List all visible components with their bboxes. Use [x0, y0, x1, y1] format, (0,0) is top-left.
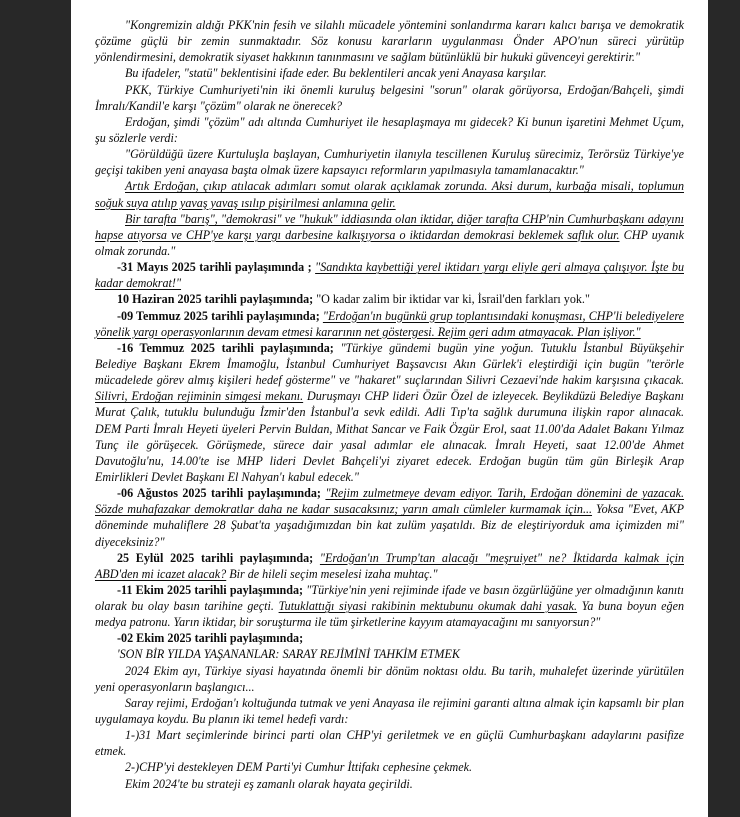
post-date-label: -31 Mayıs 2025 tarihli paylaşımında ; — [117, 260, 312, 275]
document-page — [71, 0, 708, 817]
post-quote-part2: Ya buna boyun eğen medya patronu. Yarın iktidar, bir soruşturma ile tüm şirketlerine kayyım atamayacağını mı sanıyorsun?" — [95, 599, 685, 630]
paragraph-2024-ekim: 2024 Ekim ayı, Türkiye siyasi hayatında önemli bir dönüm noktası oldu. Bu tarih, muhalefet üzerinde yürütülen yeni operasyonların başlangıcı... — [95, 663, 684, 694]
paragraph-erdogan-cozum: Erdoğan, şimdi "çözüm" adı altında Cumhuriyet ile hesaplaşmaya mı gidecek? Ki bunun işaretini Mehmet Uçum, şu sözlerle verdi: — [95, 114, 684, 145]
section-heading-son-bir-yilda: 'SON BİR YILDA YAŞANANLAR: SARAY REJİMİNİ TAHKİM ETMEK — [117, 647, 460, 662]
underlined-text: Bir tarafta "barış", "demokrasi" ve "hukuk" iddiasında olan iktidar, diğer tarafta CHP'nin Cumhurbaşkanı adayını hapse atıyorsa ve CHP'ye karşı yargı darbesine kalkışıyorsa o iktidardan demokrasi beklemek saflık olur. — [95, 211, 684, 242]
post-quote-underlined: "Erdoğan'ın Trump'tan alacağı "meşruiyet" ne? İktidarda kalmak için ABD'den mi icazet alacak? — [95, 550, 684, 581]
dated-post-31-mayis — [95, 259, 684, 291]
post-date-label: -02 Ekim 2025 tarihli paylaşımında; — [117, 631, 304, 646]
dated-post-10-haziran — [95, 291, 684, 307]
post-quote: "O kadar zalim bir iktidar var ki, İsrail'den farkları yok." — [316, 292, 590, 307]
post-quote-underlined: "Sandıkta kaybettiği yerel iktidarı yargı eliyle geri almaya çalışıyor. İşte bu kadar demokrat!" — [95, 260, 684, 291]
dated-post-11-ekim — [95, 582, 684, 630]
list-item-1: 1-)31 Mart seçimlerinde birinci parti olan CHP'yi geriletmek ve en güçlü Cumhurbaşkanı adaylarını pasifize etmek. — [95, 728, 684, 759]
post-date-label: 10 Haziran 2025 tarihli paylaşımında; — [117, 292, 314, 307]
dated-post-25-eylul — [95, 550, 684, 582]
paragraph-pkk-kurulus-belgeleri: PKK, Türkiye Cumhuriyeti'nin iki önemli kuruluş belgesini "sorun" olarak görüyorsa, Erdoğan/Bahçeli, şimdi İmralı/Kandil'e karşı "çözüm" olarak ne önerecek? — [95, 82, 684, 113]
document-body — [95, 17, 684, 792]
post-date-label: -06 Ağustos 2025 tarihli paylaşımında; — [117, 486, 321, 501]
paragraph-artik-erdogan — [95, 178, 684, 210]
post-date-label: -11 Ekim 2025 tarihli paylaşımında; — [117, 582, 304, 597]
post-quote-underlined: Silivri, Erdoğan rejiminin simgesi mekanı. — [95, 389, 304, 404]
paragraph-quote-ucum: "Görüldüğü üzere Kurtuluşla başlayan, Cumhuriyetin ilanıyla tescillenen Kuruluş sürecimiz, Terörsüz Türkiye'ye geçişi takiben yeni anayasa başta olmak üzere kapsayıcı reformların yapılmasıyla tamamlanacaktır." — [95, 147, 684, 178]
post-quote-part2: Yoksa "Evet, AKP döneminde muhaliflere 28 Şubat'ta yaşadığımızdan bin kat zulüm yaşatıldı. Biz de eleştiriyorduk ama içimizden mi" diyeceksiniz?" — [95, 502, 684, 549]
post-quote-part1: "Türkiye'nin yeni rejiminde ifade ve basın özgürlüğüne yer olmadığının kanıtı olarak bu olay basın tarihine geçti. — [95, 582, 684, 614]
list-item-2: 2-)CHP'yi destekleyen DEM Parti'yi Cumhur İttifakı cephesine çekmek. — [125, 760, 473, 775]
paragraph-bu-ifadeler: Bu ifadeler, "statü" beklentisini ifade eder. Bu beklentileri ancak yeni Anayasa karşılar. — [125, 66, 547, 81]
post-quote-underlined: "Rejim zulmetmeye devam ediyor. Tarih, Erdoğan dönemini de yazacak. Sözde muhafazakar demokratlar daha ne kadar susacaksınız; yarın amalı cümleler kurmamak için... — [95, 486, 685, 517]
post-quote-underlined: Tutuklattığı siyasi rakibinin mektubunu okumak dahi yasak. — [278, 599, 578, 614]
paragraph-quote-pkk-kongre: "Kongremizin aldığı PKK'nin fesih ve silahlı mücadele yöntemini sonlandırma kararı kalıcı barışa ve demokratik çözüme güçlü bir zemin sunmaktadır. Söz konusu kararların uygulanması Önder APO'nun süreci yürütüp yönlendirmesini, demokratik siyaset hakkının tanınmasını ve sağlam bütünlüklü bir hukuki güvenceyi gerektirir." — [95, 18, 684, 65]
dated-post-02-ekim — [95, 630, 684, 646]
post-date-label: -09 Temmuz 2025 tarihli paylaşımında; — [117, 308, 320, 323]
post-quote-part2: Bir de hileli seçim meselesi izaha muhtaç." — [226, 566, 438, 581]
post-quote-underlined: "Erdoğan'ın bugünkü grup toplantısındaki konuşması, CHP'li belediyelere yönelik yargı operasyonlarının devam etmesi kararının net göstergesi. Rejim geri adım atmayacak. Plan işliyor." — [95, 308, 684, 339]
paragraph-bir-tarafta — [95, 211, 684, 259]
paragraph-saray-rejimi: Saray rejimi, Erdoğan'ı koltuğunda tutmak ve yeni Anayasa ile rejimini garanti altına almak için kapsamlı bir plan uygulamaya koydu. Bu planın iki temel hedefi vardı: — [95, 695, 684, 727]
post-quote-part2: Duruşmayı CHP lideri Özür Özel de izleyecek. Beylikdüzü Belediye Başkanı Murat Çalık, tutuklu bulunduğu İzmir'den İstanbul'a sevk edildi. Adli Tıp'ta sağlık durumuna ilişkin rapor alınacak. DEM Parti İmralı Heyeti üyeleri Pervin Buldan, Mithat Sancar ve Faik Özgür Erol, saat 11.00'da Adalet Bakanı Yılmaz Tunç ile görüşecek. Görüşmede, sürece dair yasal adımlar ele alınacak. İmralı Heyeti, saat 12.00'de Ahmet Davutoğlu'nu, 14.00'te ise MHP lideri Devlet Bahçeli'yi ziyaret edecek. Erdoğan bugün tüm gün Birleşik Arap Emirlikleri Devlet Başkanı El Nahyan'ı kabul edecek." — [95, 389, 684, 484]
underlined-text: Artık Erdoğan, çıkıp atılacak adımları somut olarak açıklamak zorunda. Aksi durum, kurbağa misali, toplumun soğuk suya atılıp yavaş yavaş ısılıp pişirilmesi anlamına gelir. — [95, 179, 684, 210]
paragraph-tail: CHP uyanık olmak zorunda." — [95, 227, 684, 258]
paragraph-ekim-2024-strateji: Ekim 2024'te bu strateji eş zamanlı olarak hayata geçirildi. — [125, 776, 413, 791]
dated-post-16-temmuz — [95, 340, 684, 485]
post-date-label: -16 Temmuz 2025 tarihli paylaşımında; — [117, 340, 334, 355]
post-quote-part1: "Türkiye gündemi bugün yine yoğun. Tutuklu İstanbul Büyükşehir Belediye Başkanı Ekrem İmamoğlu, İstanbul Cumhuriyet Başsavcısı Akın Gürlek'i eleştirdiği için bugün "terörle mücadelede görev almış kişileri hedef gösterme" ve "hakaret" suçlarından Silivri Cezaevi'nde hakim karşısına çıkacak. — [95, 340, 684, 388]
dated-post-06-agustos — [95, 485, 684, 550]
dated-post-09-temmuz — [95, 308, 684, 340]
post-date-label: 25 Eylül 2025 tarihli paylaşımında; — [117, 550, 314, 565]
